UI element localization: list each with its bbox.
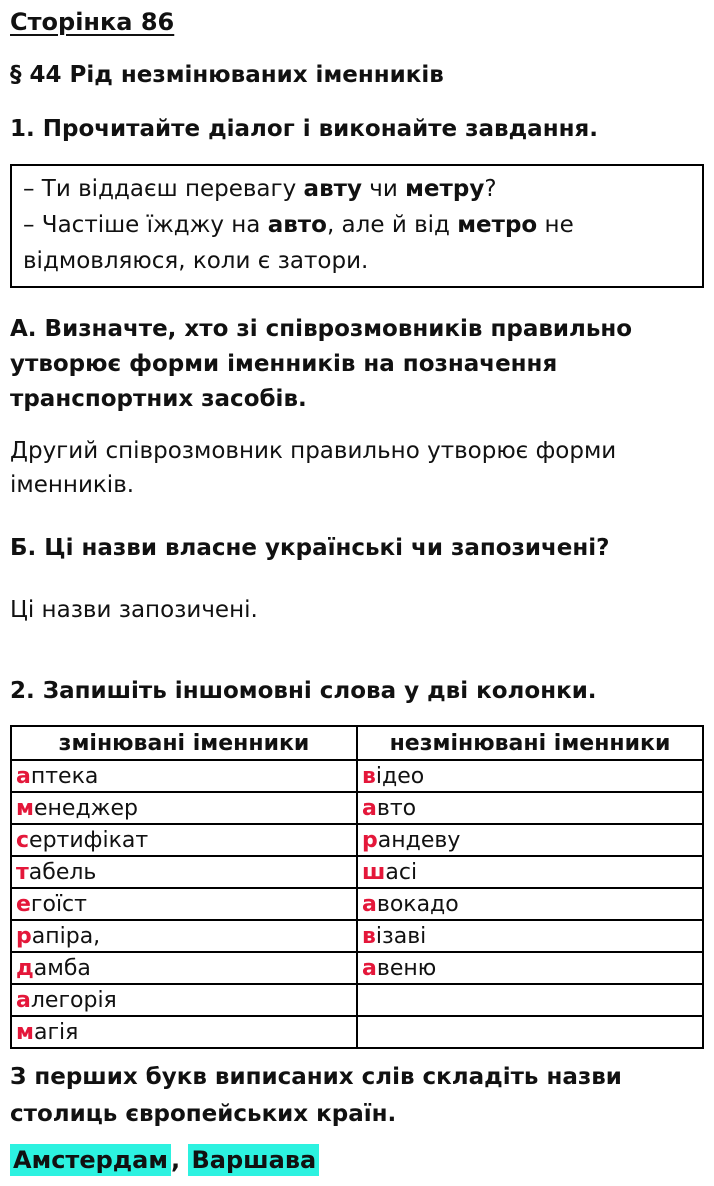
capitals-answer — [10, 1146, 704, 1174]
cell-declinable — [11, 952, 357, 984]
cell-indeclinable — [357, 920, 703, 952]
cell-indeclinable — [357, 792, 703, 824]
dialog-box — [10, 164, 704, 288]
paragraph-heading: § 44 Рід незмінюваних іменників — [10, 62, 444, 88]
table-row — [11, 920, 703, 952]
task1-heading: 1. Прочитайте діалог і виконайте завдання. — [10, 116, 598, 142]
initial-letter: в — [362, 923, 376, 949]
word-rest: гоїст — [30, 891, 87, 917]
word-rest: вто — [376, 795, 417, 821]
dialog-bold-word: авту — [303, 176, 362, 202]
initial-letter: д — [16, 955, 34, 981]
word-rest: птека — [30, 763, 99, 789]
word-rest: веню — [376, 955, 437, 981]
initial-letter: р — [16, 923, 32, 949]
words-table — [10, 725, 704, 1049]
word-rest: асі — [385, 859, 418, 885]
initial-letter: р — [362, 827, 378, 853]
cell-indeclinable — [357, 760, 703, 792]
part-a-answer: Другий співрозмовник правильно утворює форми іменників. — [10, 438, 617, 498]
dialog-text: чи — [361, 176, 406, 202]
initial-letter: а — [362, 955, 377, 981]
cell-declinable — [11, 760, 357, 792]
word-rest: амба — [33, 955, 91, 981]
part-a-question: А. Визначте, хто зі співрозмовників правильно утворює форми іменників на позначення транспортних засобів. — [10, 316, 633, 412]
dialog-text: не відмовляюся, коли є затори. — [23, 212, 574, 274]
cell-indeclinable — [357, 984, 703, 1016]
dialog-line-1 — [23, 171, 691, 207]
word-rest: агія — [33, 1019, 79, 1045]
word-rest: енеджер — [33, 795, 138, 821]
table-row — [11, 856, 703, 888]
cell-indeclinable — [357, 856, 703, 888]
part-b-answer: Ці назви запозичені. — [10, 597, 258, 623]
initial-letter: м — [16, 795, 34, 821]
initial-letter: в — [362, 763, 376, 789]
initial-letter: т — [16, 859, 29, 885]
dialog-text: – Ти віддаєш перевагу — [23, 176, 304, 202]
cell-declinable — [11, 984, 357, 1016]
table-row — [11, 824, 703, 856]
dialog-bold-word: метро — [457, 212, 538, 238]
cell-declinable — [11, 824, 357, 856]
cell-indeclinable — [357, 824, 703, 856]
column-header-declinable: змінювані іменники — [11, 726, 357, 760]
initial-letter: м — [16, 1019, 34, 1045]
column-header-indeclinable: незмінювані іменники — [357, 726, 703, 760]
page-title: Сторінка 86 — [10, 8, 175, 36]
cell-declinable — [11, 856, 357, 888]
dialog-text: – Частіше їжджу на — [23, 212, 268, 238]
capitals-separator: , — [170, 1146, 189, 1174]
initial-letter: ш — [362, 859, 386, 885]
table-row — [11, 760, 703, 792]
initial-letter: е — [16, 891, 31, 917]
word-rest: ертифікат — [29, 827, 149, 853]
initial-letter: а — [16, 763, 31, 789]
task2-heading: 2. Запишіть іншомовні слова у дві колонки. — [10, 678, 597, 704]
task2-followup: З перших букв виписаних слів складіть назви столиць європейських країн. — [10, 1064, 622, 1127]
table-row — [11, 888, 703, 920]
cell-indeclinable — [357, 888, 703, 920]
word-rest: ідео — [375, 763, 425, 789]
word-rest: апіра, — [31, 923, 101, 949]
initial-letter: с — [16, 827, 30, 853]
table-row — [11, 792, 703, 824]
table-row — [11, 984, 703, 1016]
initial-letter: а — [362, 795, 377, 821]
dialog-bold-word: метру — [405, 176, 485, 202]
initial-letter: а — [362, 891, 377, 917]
cell-declinable — [11, 888, 357, 920]
dialog-text: ? — [484, 176, 497, 202]
table-row — [11, 952, 703, 984]
dialog-text: , але й від — [326, 212, 458, 238]
initial-letter: а — [16, 987, 31, 1013]
cell-declinable — [11, 792, 357, 824]
dialog-line-2 — [23, 207, 691, 279]
capital-city-2: Варшава — [188, 1144, 319, 1176]
word-rest: легорія — [30, 987, 117, 1013]
dialog-bold-word: авто — [267, 212, 327, 238]
table-header-row — [11, 726, 703, 760]
cell-indeclinable — [357, 1016, 703, 1048]
word-rest: вокадо — [376, 891, 459, 917]
table-row — [11, 1016, 703, 1048]
word-rest: ізаві — [375, 923, 427, 949]
capital-city-1: Амстердам — [10, 1144, 171, 1176]
word-rest: андеву — [377, 827, 461, 853]
cell-indeclinable — [357, 952, 703, 984]
part-b-question: Б. Ці назви власне українські чи запозичені? — [10, 535, 610, 561]
cell-declinable — [11, 1016, 357, 1048]
word-rest: абель — [28, 859, 97, 885]
cell-declinable — [11, 920, 357, 952]
